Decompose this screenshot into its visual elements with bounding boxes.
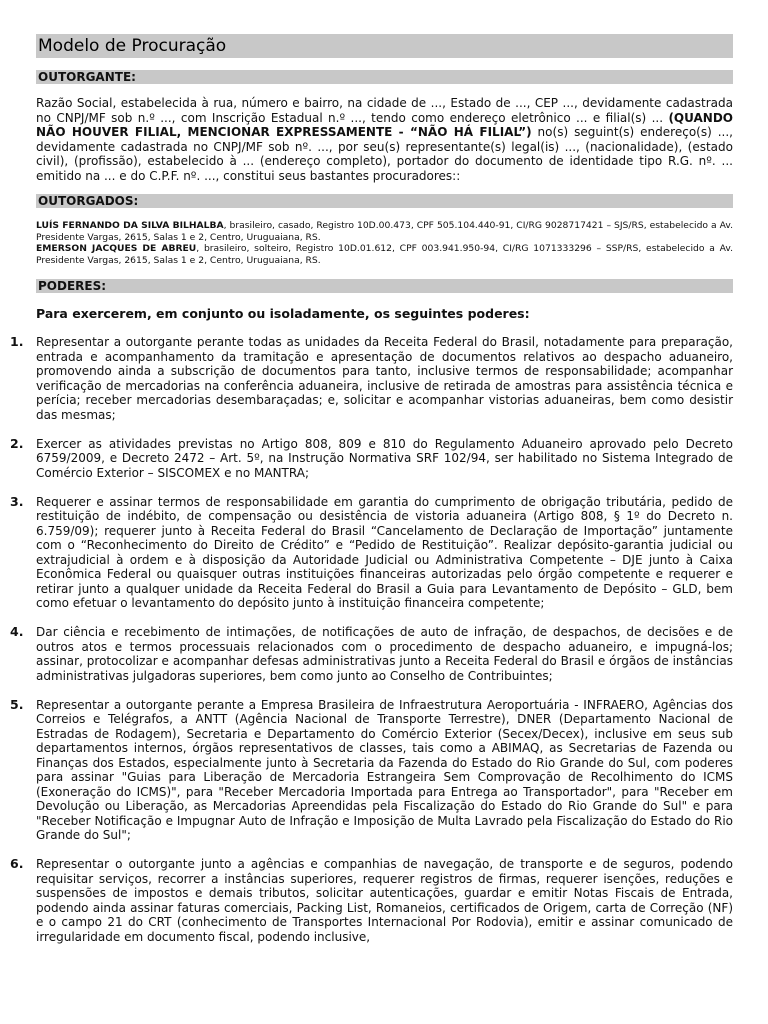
- poderes-intro: Para exercerem, em conjunto ou isoladamente, os seguintes poderes:: [36, 306, 530, 321]
- item-number: 2.: [10, 435, 24, 451]
- item-number: 4.: [10, 624, 24, 639]
- outorgado-details: , brasileiro, casado, Registro 10D.00.473, CPF 505.104.440-91, CI/RG 9028717421 – SJS/RS, estabelecido a Av. Presidente Vargas, 2615, Salas 1 e 2, Centro, Uruguaiana, RS.: [36, 220, 733, 243]
- outorgado-entry: [36, 243, 733, 266]
- list-item: [10, 334, 733, 422]
- outorgado-entry: [36, 220, 733, 243]
- item-text: Representar o outorgante junto a agências e companhias de navegação, de transporte e de seguros, podendo requisitar serviços, recorrer a instâncias superiores, requerer registros de firmas, requerer isenções, reduções e suspensões de impostos e demais tributos, solicitar autenticações, guardar e emitir Notas Fiscais de Entrada, podendo ainda assinar faturas comerciais, Packing List, Romaneios, certificados de Origem, carta de Correção (NF) e o campo 21 do CRT (conhecimento de Transportes Internacional Por Rodovia), emitir e assinar comunicado de irregularidade em documento fiscal, podendo inclusive,: [36, 857, 733, 944]
- poderes-list: [10, 334, 733, 944]
- outorgante-heading: OUTORGANTE:: [36, 70, 733, 84]
- item-number: 1.: [10, 334, 24, 349]
- item-text: Exercer as atividades previstas no Artigo 808, 809 e 810 do Regulamento Aduaneiro aprovado pelo Decreto 6759/2009, e Decreto 2472 – Art. 5º, na Instrução Normativa SRF 102/94, ser habilitado no Sistema Integrado de Comércio Exterior – SISCOMEX e no MANTRA;: [36, 436, 733, 480]
- outorgante-paragraph: [36, 96, 733, 183]
- list-item: [10, 624, 733, 683]
- outorgados-heading: OUTORGADOS:: [36, 194, 733, 208]
- document-page: [10, 34, 733, 959]
- poderes-heading: PODERES:: [36, 279, 733, 293]
- outorgante-text-bold: (QUANDO NÃO HOUVER FILIAL, MENCIONAR EXPRESSAMENTE - “NÃO HÁ FILIAL”): [36, 110, 733, 139]
- outorgados-list: [36, 220, 733, 266]
- item-text: Representar a outorgante perante todas as unidades da Receita Federal do Brasil, notadamente para preparação, entrada e acompanhamento da tramitação e apresentação de documentos relativos ao despacho aduaneiro, promovendo ainda a subscrição de documentos para tanto, inclusive termos de responsabilidade; acompanhar verificação de mercadorias na conferência aduaneira, inclusive de retirada de amostras para assistência técnica e perícia; receber mercadorias desembaraçadas; e, solicitar e acompanhar vistorias aduaneiras, bem como desistir das mesmas;: [36, 335, 733, 422]
- outorgante-text-after: no(s) seguint(s) endereço(s) ..., devidamente cadastrada no CNPJ/MF sob nº. ..., por seu(s) representante(s) legal(is) ..., (nacionalidade), (estado civil), (profissão), estabelecido à ... (endereço completo), portador do documento de identidade tipo R.G. nº. ... emitido na ... e do C.P.F. nº. ..., constitui seus bastantes procuradores::: [36, 125, 733, 183]
- list-item: [10, 435, 733, 481]
- item-number: 3.: [10, 493, 24, 509]
- item-number: 6.: [10, 856, 24, 871]
- list-item: [10, 856, 733, 944]
- item-number: 5.: [10, 696, 24, 712]
- list-item: [10, 493, 733, 611]
- item-text: Dar ciência e recebimento de intimações, de notificações de auto de infração, de despachos, de decisões e de outros atos e termos processuais relacionados com o procedimento de despacho aduaneiro, e impugná-los; assinar, protocolizar e acompanhar defesas administrativas junto a Receita Federal do Brasil e órgãos de instâncias administrativas julgadoras superiores, bem como junto ao Conselho de Contribuintes;: [36, 625, 733, 683]
- item-text: Requerer e assinar termos de responsabilidade em garantia do cumprimento de obrigação tributária, pedido de restituição de indébito, de compensação ou desistência de vistoria aduaneira (Artigo 808, § 1º do Decreto n. 6.759/09); requerer junto à Receita Federal do Brasil “Cancelamento de Declaração de Importação” juntamente com o “Reconhecimento do Direito de Crédito” e “Pedido de Restituição”. Realizar depósito-garantia judicial ou extrajudicial à ordem e à disposição da Autoridade Judicial ou Administrativa Competente – DJE junto à Caixa Econômica Federal ou quaisquer outras instituições financeiras autorizadas pelo órgão competente e requerer e retirar junto a qualquer unidade da Receita Federal do Brasil a Guia para Levantamento de Depósito – GLD, bem como efetuar o levantamento do depósito junto à instituição financeira competente;: [36, 494, 733, 610]
- document-title: Modelo de Procuração: [36, 34, 733, 58]
- item-text: Representar a outorgante perante a Empresa Brasileira de Infraestrutura Aeroportuária - INFRAERO, Agências dos Correios e Telégrafos, a ANTT (Agência Nacional de Transporte Terrestre), DNER (Departamento Nacional de Estradas de Rodagem), Secretaria e Departamento do Comércio Exterior (Secex/Decex), inclusive em seus sub departamentos internos, órgãos representativos de classes, tais como a ABIMAQ, as Secretarias de Fazenda ou Finanças dos Estados, especialmente junto à Secretaria da Fazenda do Estado do Rio Grande do Sul, com poderes para assinar "Guias para Liberação de Mercadoria Estrangeira Sem Comprovação de Recolhimento do ICMS (Exoneração do ICMS)", para "Receber Mercadoria Importada para Entrega ao Transportador", para "Receber em Devolução ou Liberação, as Mercadorias Apreendidas pela Fiscalização do Estado do Rio Grande do Sul" e para "Receber Notificação e Impugnar Auto de Infração e Imposição de Multa Lavrado pela Fiscalização do Estado do Rio Grande do Sul";: [36, 697, 733, 842]
- outorgante-text-before: Razão Social, estabelecida à rua, número e bairro, na cidade de ..., Estado de ..., CEP ..., devidamente cadastrada no CNPJ/MF sob n.º ..., com Inscrição Estadual n.º ..., tendo como endereço eletrônico ... e filial(s) ...: [36, 96, 733, 125]
- outorgado-details: , brasileiro, solteiro, Registro 10D.01.612, CPF 003.941.950-94, CI/RG 1071333296 – SSP/RS, estabelecido a Av. Presidente Vargas, 2615, Salas 1 e 2, Centro, Uruguaiana, RS.: [36, 243, 733, 266]
- outorgado-name: LUÍS FERNANDO DA SILVA BILHALBA: [36, 220, 224, 231]
- outorgado-name: EMERSON JACQUES DE ABREU: [36, 243, 197, 254]
- list-item: [10, 696, 733, 843]
